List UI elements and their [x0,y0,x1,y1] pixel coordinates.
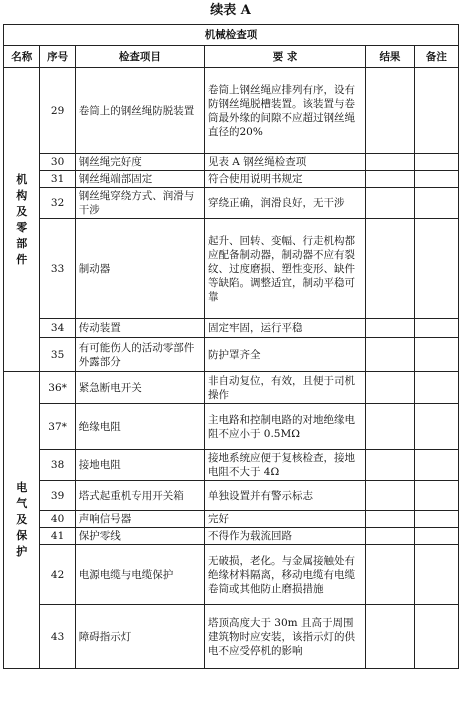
table-row [4,605,459,669]
note-cell [414,528,458,545]
note-cell [414,404,458,450]
row-number: 41 [40,528,75,545]
note-cell [414,154,458,171]
requirement-text: 完好 [204,511,365,528]
table-row [4,404,459,450]
header-item: 检查项目 [75,46,204,68]
header-requirement: 要 求 [204,46,365,68]
note-cell [414,219,458,319]
requirement-text: 固定牢固，运行平稳 [204,319,365,338]
result-cell [366,511,415,528]
check-item: 保护零线 [75,528,204,545]
category-label: 电气及保护 [16,481,28,558]
header-note: 备注 [414,46,458,68]
table-row [4,528,459,545]
note-cell [414,338,458,372]
table-row [4,338,459,372]
table-row [4,219,459,319]
check-item: 钢丝绳穿绕方式、润滑与干涉 [75,188,204,219]
page-title: 续表 A [210,3,251,18]
table-row [4,154,459,171]
requirement-text: 非自动复位，有效，且便于司机操作 [204,372,365,404]
category-label: 机构及零部件 [16,172,28,266]
table-row [4,68,459,154]
requirement-text: 主电路和控制电路的对地绝缘电阻不应小于 0.5MΩ [204,404,365,450]
check-item: 声响信号器 [75,511,204,528]
result-cell [366,481,415,511]
row-number: 42 [40,545,75,605]
header-result: 结果 [366,46,415,68]
note-cell [414,511,458,528]
row-number: 30 [40,154,75,171]
requirement-text: 卷筒上钢丝绳应排列有序，设有防钢丝绳脱槽装置。该装置与卷筒最外缘的间隙不应超过钢丝绳直径的20% [204,68,365,154]
check-item: 障碍指示灯 [75,605,204,669]
table-row [4,188,459,219]
row-number: 32 [40,188,75,219]
row-number: 38 [40,450,75,481]
requirement-text: 接地系统应便于复核检查，接地电阻不大于 4Ω [204,450,365,481]
table-row [4,319,459,338]
result-cell [366,338,415,372]
table-row [4,511,459,528]
check-item: 绝缘电阻 [75,404,204,450]
row-number: 43 [40,605,75,669]
requirement-text: 防护罩齐全 [204,338,365,372]
note-cell [414,481,458,511]
result-cell [366,219,415,319]
result-cell [366,68,415,154]
header-row [4,46,459,68]
row-number: 31 [40,171,75,188]
result-cell [366,171,415,188]
result-cell [366,545,415,605]
row-number: 36* [40,372,75,404]
requirement-text: 无破损，老化。与金属接触处有绝缘材料隔离，移动电缆有电缆卷筒或其他防止磨损措施 [204,545,365,605]
result-cell [366,605,415,669]
row-number: 33 [40,219,75,319]
row-number: 35 [40,338,75,372]
header-name: 名称 [4,46,40,68]
requirement-text: 见表 A 钢丝绳检查项 [204,154,365,171]
requirement-text: 起升、回转、变幅、行走机构都应配备制动器，制动器不应有裂纹、过度磨损、塑性变形、缺件等缺陷。调整适宜，制动平稳可靠 [204,219,365,319]
note-cell [414,171,458,188]
requirement-text: 不得作为载流回路 [204,528,365,545]
requirement-text: 符合使用说明书规定 [204,171,365,188]
requirement-text: 塔顶高度大于 30m 且高于周围建筑物时应安装，该指示灯的供电不应受停机的影响 [204,605,365,669]
check-item: 电源电缆与电缆保护 [75,545,204,605]
note-cell [414,605,458,669]
mechanical-check-table [3,24,459,669]
result-cell [366,154,415,171]
row-number: 34 [40,319,75,338]
check-item: 塔式起重机专用开关箱 [75,481,204,511]
header-no: 序号 [40,46,75,68]
note-cell [414,372,458,404]
check-item: 接地电阻 [75,450,204,481]
note-cell [414,450,458,481]
row-number: 39 [40,481,75,511]
note-cell [414,319,458,338]
check-item: 传动装置 [75,319,204,338]
category-cell [4,68,40,372]
check-item: 有可能伤人的活动零部件外露部分 [75,338,204,372]
row-number: 37* [40,404,75,450]
table-row [4,372,459,404]
result-cell [366,528,415,545]
result-cell [366,319,415,338]
row-number: 29 [40,68,75,154]
table-row [4,450,459,481]
note-cell [414,68,458,154]
table-caption: 机械检查项 [4,25,459,46]
requirement-text: 单独设置并有警示标志 [204,481,365,511]
result-cell [366,450,415,481]
result-cell [366,372,415,404]
table-row [4,171,459,188]
check-item: 钢丝绳完好度 [75,154,204,171]
requirement-text: 穿绕正确，润滑良好，无干涉 [204,188,365,219]
check-item: 卷筒上的钢丝绳防脱装置 [75,68,204,154]
category-cell [4,372,40,669]
note-cell [414,188,458,219]
note-cell [414,545,458,605]
check-item: 制动器 [75,219,204,319]
table-row [4,545,459,605]
check-item: 紧急断电开关 [75,372,204,404]
table-row [4,481,459,511]
result-cell [366,188,415,219]
result-cell [366,404,415,450]
check-item: 钢丝绳端部固定 [75,171,204,188]
row-number: 40 [40,511,75,528]
